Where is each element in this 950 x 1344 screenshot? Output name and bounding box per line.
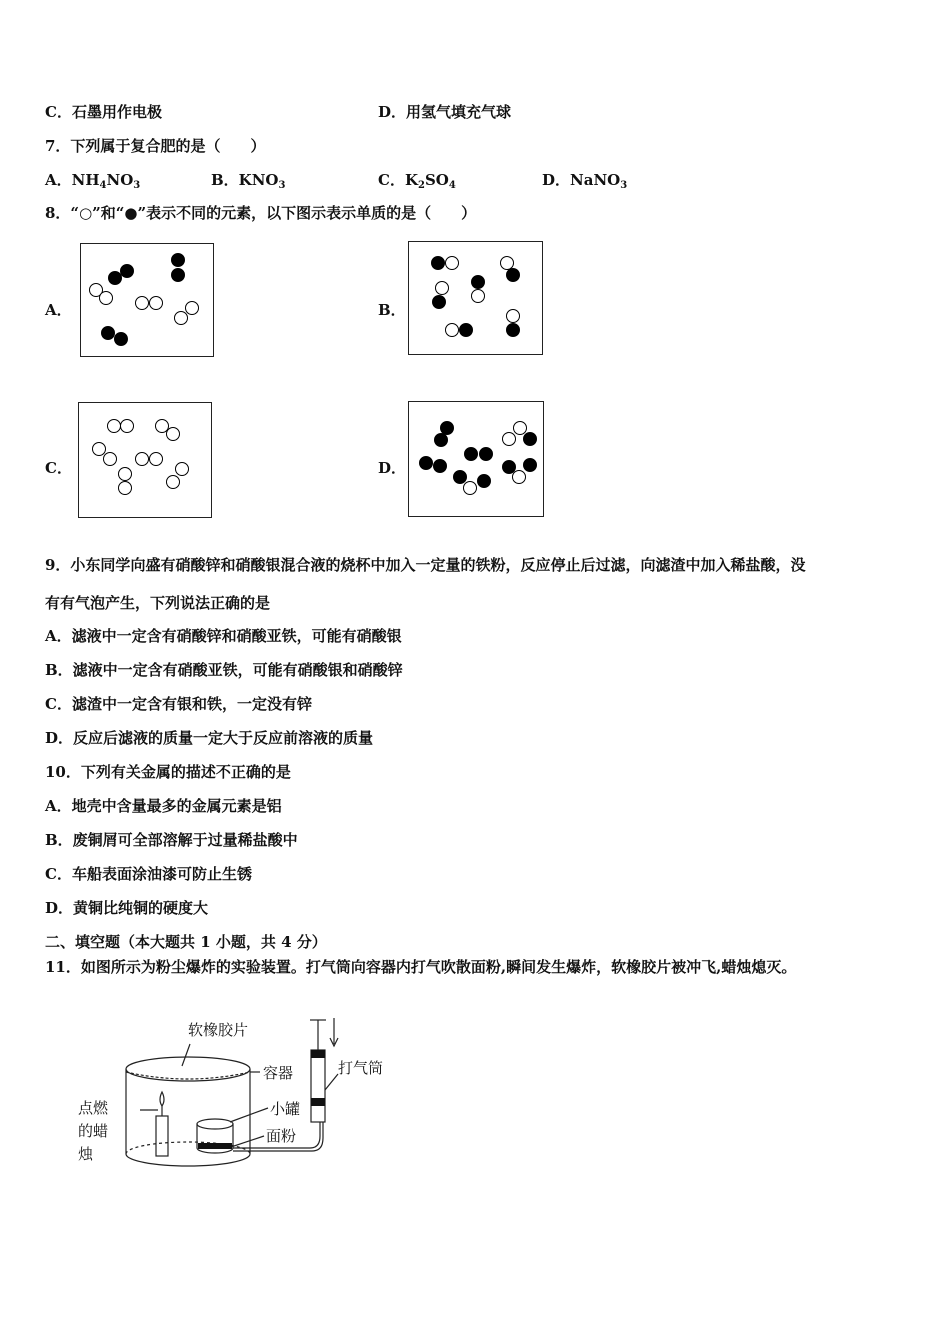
- q7-stem: 7．下列属于复合肥的是（ ）: [45, 137, 266, 155]
- q8-label-c: C．: [45, 459, 72, 477]
- label-candle-line3: 烛: [78, 1145, 94, 1163]
- q9-option-d: D．反应后滤液的质量一定大于反应前溶液的质量: [45, 729, 374, 747]
- q10-option-a: A．地壳中含量最多的金属元素是铝: [45, 797, 282, 815]
- q10-option-d: D．黄铜比纯铜的硬度大: [45, 899, 209, 917]
- q7-option-b: B．$KNO_3$: [211, 171, 286, 191]
- q8-diagram-c-particles: [79, 403, 213, 519]
- q8-diagram-c: [78, 402, 212, 518]
- q8-label-b: B．: [378, 301, 406, 319]
- q8-diagram-a-particles: [81, 244, 215, 358]
- label-flour: 面粉: [266, 1127, 297, 1145]
- q11-stem: 11．如图所示为粉尘爆炸的实验装置。打气筒向容器内打气吹散面粉,瞬间发生爆炸，软橡胶片被冲飞,蜡烛熄灭。: [45, 958, 797, 976]
- q7-option-a: A．$NH_4NO_3$: [45, 171, 141, 191]
- q6-option-c: C．石墨用作电极: [45, 103, 162, 121]
- q8-label-a: A．: [45, 301, 72, 319]
- q8-diagram-b-particles: [409, 242, 544, 356]
- q9-option-b: B．滤液中一定含有硝酸亚铁，可能有硝酸银和硝酸锌: [45, 661, 403, 679]
- label-candle-line1: 点燃: [78, 1099, 109, 1117]
- q7-option-d: D．NaNO$_3$: [542, 171, 628, 191]
- q8-diagram-a: [80, 243, 214, 357]
- q10-stem: 10．下列有关金属的描述不正确的是: [45, 763, 291, 781]
- q6-option-d: D．用氢气填充气球: [378, 103, 512, 121]
- label-small-can: 小罐: [270, 1100, 301, 1118]
- q9-option-a: A．滤液中一定含有硝酸锌和硝酸亚铁，可能有硝酸银: [45, 627, 402, 645]
- q10-option-b: B．废铜屑可全部溶解于过量稀盐酸中: [45, 831, 298, 849]
- q9-stem-line1: 9．小东同学向盛有硝酸锌和硝酸银混合液的烧杯中加入一定量的铁粉，反应停止后过滤，向滤渣中加入稀盐酸，没: [45, 556, 806, 574]
- label-container: 容器: [263, 1064, 294, 1082]
- q10-option-c: C．车船表面涂油漆可防止生锈: [45, 865, 252, 883]
- q8-diagram-b: [408, 241, 543, 355]
- q8-diagram-d-particles: [409, 402, 545, 518]
- label-candle-line2: 的蜡: [78, 1122, 109, 1140]
- q8-label-d: D．: [378, 459, 407, 477]
- q7-option-c: C．$K_2SO_4$: [378, 171, 456, 191]
- label-pump: 打气筒: [338, 1059, 384, 1077]
- section-heading: 二、填空题（本大题共 1 小题，共 4 分）: [45, 933, 327, 951]
- label-rubber-sheet: 软橡胶片: [188, 1021, 249, 1039]
- q11-apparatus-figure: [70, 1010, 410, 1180]
- q9-stem-line2: 有有气泡产生，下列说法正确的是: [45, 594, 271, 612]
- q9-option-c: C．滤渣中一定含有银和铁，一定没有锌: [45, 695, 312, 713]
- q8-diagram-d: [408, 401, 544, 517]
- q8-stem: 8．“○”和“●”表示不同的元素，以下图示表示单质的是（ ）: [45, 204, 477, 222]
